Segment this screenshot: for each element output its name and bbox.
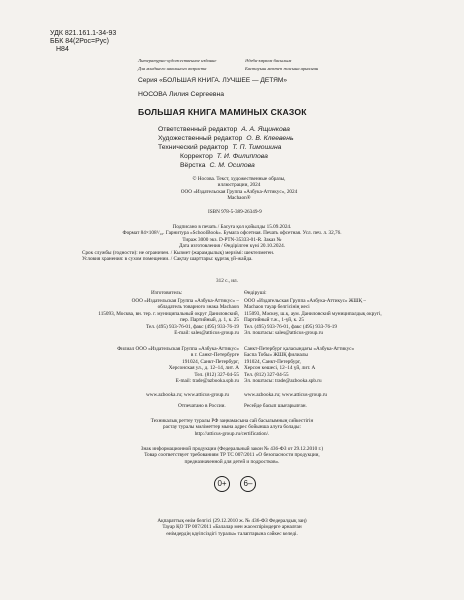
address-line: Тел. (495) 933-76-01, факс (495) 933-76-19 [244, 323, 337, 330]
info-line: Знак информационной продукции (Федеральный закон № 436-ФЗ от 29.12.2010 г.) [140, 446, 324, 452]
manufacturer-kz [244, 298, 382, 336]
footer-kz-block [82, 518, 382, 537]
manufacturer-heading: Изготовитель: [151, 290, 183, 296]
address-line: E-mail: sales@atticus-group.ru [174, 330, 239, 337]
staff-list [158, 125, 294, 170]
staff-name: А. А. Ящинкова [241, 126, 290, 133]
address-line: Херсон көшесі, 12–14 үй, лит. А [244, 365, 316, 372]
author-mark-code: Н84 [56, 46, 69, 53]
page-count: 312 с., ил. [216, 278, 238, 284]
staff-row [158, 161, 294, 170]
isbn: ISBN 978-5-389-26349-9 [208, 209, 262, 215]
website-kz[interactable]: www.azbooka.ru; www.atticus-group.ru [244, 392, 328, 398]
printing-line: Тираж 3000 экз. D-PTN-35333-01-R. Заказ № [182, 236, 282, 243]
genre-right-1: Әдеби-көркем басылым [245, 58, 292, 63]
branch-kz [244, 346, 354, 384]
terms-block [82, 250, 274, 263]
printing-line: Дата изготовления / Өндірілген күні 20.10.2024. [179, 243, 285, 250]
address-line: Эл. поштасы: trade@azbooka.spb.ru [244, 378, 322, 385]
staff-row [158, 143, 294, 152]
staff-name: Т. И. Филиппова [216, 153, 268, 161]
tech-line: Техникалық реттеу туралы РФ заңнамасына сай басылымның сәйкестігін [150, 418, 314, 424]
staff-name: С. М. Осипова [209, 162, 255, 170]
manufacturer-ru [89, 298, 239, 336]
manufacturer-heading-kz: Өндіруші: [244, 290, 267, 296]
info-line: предназначенной для детей и подростков». [184, 458, 280, 465]
address-line: ООО «Издательская Группа «Азбука-Аттикус» ЖШҚ – [244, 298, 366, 304]
address-line: обладатель товарного знака Machaon [157, 304, 239, 311]
website-ru[interactable]: www.azbooka.ru; www.atticus-group.ru [146, 392, 230, 398]
address-line: пер. Партийный, д. 1, к. 25 [179, 317, 239, 324]
copyright-line: Machaon® [227, 195, 251, 202]
printing-line: Формат 84×108¹/₁₆. Гарнитура «SchoolBook». Бумага офсетная. Печать офсетная. Усл. печ. л. 32,76. [122, 230, 342, 237]
staff-name: Т. П. Тимошина [232, 144, 282, 152]
staff-name: О. В. Клеевень [246, 135, 294, 143]
udk-code: УДК 821.161.1-34-93 [50, 30, 117, 37]
address-line: Баспа Тобы» ЖШҚ филиалы [244, 352, 308, 359]
tech-line[interactable]: http://atticus-group.ru/certification/. [194, 430, 270, 437]
staff-role: Вёрстка [180, 162, 206, 170]
copyright-line: ООО «Издательская Группа «Азбука-Аттикус», 2024 [180, 188, 298, 195]
bbk-code: ББК 84(2Рос=Рус) [50, 38, 109, 45]
address-line: ООО «Издательская Группа «Азбука-Аттикус» – [131, 298, 239, 304]
terms-line: Условия хранения: в сухом помещении. / Сақтау шарттары: құрғақ үй-жайда. [82, 256, 253, 263]
footer-line: Тауар ҚО ТР 007/2011 «Балалар мен жасөспірімдерге арналған [162, 524, 302, 531]
genre-right-2: Бастауыш мектеп жасына арналған [245, 66, 319, 71]
genre-left-1: Литературно-художественное издание [138, 58, 217, 63]
staff-role: Технический редактор [158, 144, 229, 152]
printing-line: Подписано в печать / Басуға қол қойылды 15.09.2024. [172, 224, 292, 230]
genre-left-2: Для младшего школьного возраста [138, 66, 207, 71]
address-line: E-mail: trade@azbooka.spb.ru [175, 378, 239, 385]
printing-block [82, 224, 382, 250]
address-line: Тел. (812) 327-04-55 [194, 371, 239, 378]
address-line: Херсонская ул., д. 12–14, лит. А [168, 365, 239, 372]
address-line: Санкт-Петербург қаласындағы «Азбука-Аттикус» [244, 346, 355, 352]
footer-line: Ақпараттық өнім белгісі (29.12.2010 ж. № 436-ФЗ Федералдық заң) [157, 518, 307, 524]
printed-in-russia-kz: Ресейде басып шығарылған. [244, 403, 307, 409]
staff-row [158, 125, 294, 134]
printed-in-russia: Отпечатано в России. [178, 403, 226, 409]
copyright-line: иллюстрации, 2024 [217, 182, 261, 189]
book-title: БОЛЬШАЯ КНИГА МАМИНЫХ СКАЗОК [138, 107, 307, 117]
info-sign-block [82, 446, 382, 465]
address-line: Тел. (495) 933-76-01, факс (495) 933-76-19 [146, 323, 239, 330]
tech-line: растау туралы мәліметтер мына адрес бойынша алуға болады: [163, 424, 301, 431]
address-line: Эл. поштасы: sales@atticus-group.ru [244, 330, 323, 337]
branch-ru [89, 346, 239, 384]
age-0-plus-badge: 0+ [214, 476, 230, 492]
staff-role: Ответственный редактор [158, 126, 238, 133]
copyright-line: © Носова. Текст, художественные образы, [192, 176, 286, 182]
address-line: Партийный т.ж., 1-үй, к. 25 [244, 317, 304, 324]
staff-role: Корректор [180, 153, 213, 161]
age-6-badge: 6– [240, 476, 256, 492]
staff-role: Художественный редактор [158, 135, 243, 143]
address-line: Тел. (812) 327-04-55 [244, 371, 289, 378]
footer-line: өнімдердің қауіпсіздігі туралы» талаптарына сәйкес келеді. [166, 530, 298, 537]
staff-row [158, 134, 294, 143]
address-line: Филиал ООО «Издательская Группа «Азбука-Аттикус» [117, 346, 239, 352]
address-line: 115093, Мәскеу, ш.қ. аум. Даниловский муниципалдық округі, [244, 310, 382, 317]
address-line: в г. Санкт-Петербурге [190, 352, 239, 359]
address-line: 191024, Санкт-Петербург, [244, 358, 301, 365]
info-line: Товар соответствует требованиям ТР ТС 007/2011 «О безопасности продукции, [144, 452, 320, 459]
staff-row [158, 152, 294, 161]
series-line: Серия «БОЛЬШАЯ КНИГА. ЛУЧШЕЕ — ДЕТЯМ» [138, 77, 288, 84]
address-line: 191024, Санкт-Петербург, [182, 358, 239, 365]
terms-line: Срок службы (годности): не ограничен. / Кызмет (жарамдылық) мерзімі: шектелмеген. [82, 250, 275, 256]
address-line: 115093, Москва, вн. тер. г. муниципальный округ Даниловский, [98, 310, 239, 317]
tech-regulation-block [82, 418, 382, 437]
author-name: НОСОВА Лилия Сергеевна [138, 91, 225, 98]
address-line: Machaon тауар белгісінің иесі [244, 304, 310, 311]
copyright-block [164, 176, 314, 202]
